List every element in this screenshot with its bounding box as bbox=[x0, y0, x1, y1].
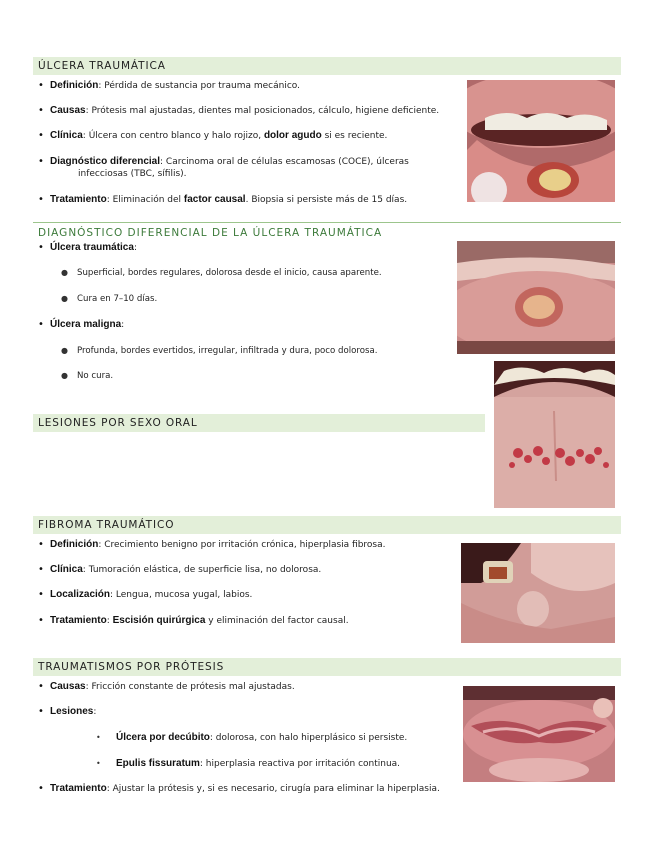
traumatica-item: Cura en 7–10 días. bbox=[77, 294, 158, 304]
fibroma-localizacion: Localización: Lengua, mucosa yugal, labios. bbox=[50, 589, 253, 600]
bullet: • bbox=[38, 130, 44, 141]
protesis-ulcera-decubito: Úlcera por decúbito: dolorosa, con halo hiperplásico si persiste. bbox=[116, 732, 408, 743]
maligna-item: No cura. bbox=[77, 371, 114, 381]
bullet: • bbox=[38, 80, 44, 91]
section-title-ulcera: ÚLCERA TRAUMÁTICA bbox=[33, 57, 621, 75]
bullet: • bbox=[38, 319, 44, 330]
protesis-lesiones: Lesiones: bbox=[50, 706, 97, 717]
section-divider bbox=[33, 222, 621, 223]
protesis-causas: Causas: Fricción constante de prótesis mal ajustadas. bbox=[50, 681, 295, 692]
protesis-tratamiento: Tratamiento: Ajustar la prótesis y, si es necesario, cirugía para eliminar la hiperplasia. bbox=[50, 783, 440, 794]
ulcera-diagnostico: Diagnóstico diferencial: Carcinoma oral de células escamosas (COCE), úlceras bbox=[50, 156, 409, 167]
bullet: • bbox=[38, 706, 44, 717]
section-title-sexo-oral: LESIONES POR SEXO ORAL bbox=[33, 414, 485, 432]
traumatica-item: Superficial, bordes regulares, dolorosa desde el inicio, causa aparente. bbox=[77, 268, 382, 278]
bullet: • bbox=[38, 615, 44, 626]
section-title-protesis: TRAUMATISMOS POR PRÓTESIS bbox=[33, 658, 621, 676]
bullet: ● bbox=[61, 294, 68, 303]
bullet: • bbox=[96, 733, 101, 742]
bullet: • bbox=[38, 589, 44, 600]
bullet: • bbox=[38, 105, 44, 116]
bullet: ● bbox=[61, 268, 68, 277]
bullet: ● bbox=[61, 346, 68, 355]
photo-ulcera-traumatica bbox=[467, 80, 615, 202]
bullet: • bbox=[38, 564, 44, 575]
photo-ulcera-lengua bbox=[457, 241, 615, 354]
bullet: • bbox=[38, 783, 44, 794]
fibroma-tratamiento: Tratamiento: Escisión quirúrgica y eliminación del factor causal. bbox=[50, 615, 349, 626]
ulcera-tratamiento: Tratamiento: Eliminación del factor causal. Biopsia si persiste más de 15 días. bbox=[50, 194, 408, 205]
ulcera-definicion: Definición: Pérdida de sustancia por trauma mecánico. bbox=[50, 80, 300, 91]
bullet: • bbox=[38, 242, 44, 253]
bullet: • bbox=[38, 156, 44, 167]
ulcera-traumatica-label: Úlcera traumática: bbox=[50, 242, 137, 253]
fibroma-clinica: Clínica: Tumoración elástica, de superficie lisa, no dolorosa. bbox=[50, 564, 322, 575]
bullet: • bbox=[38, 539, 44, 550]
ulcera-diagnostico-line2: infecciosas (TBC, sífilis). bbox=[78, 169, 187, 179]
bullet: ● bbox=[61, 371, 68, 380]
bullet: • bbox=[38, 194, 44, 205]
photo-traumatismo-protesis bbox=[463, 686, 615, 782]
ulcera-clinica: Clínica: Úlcera con centro blanco y halo rojizo, dolor agudo si es reciente. bbox=[50, 130, 388, 141]
protesis-epulis: Epulis fissuratum: hiperplasia reactiva por irritación continua. bbox=[116, 758, 401, 769]
photo-lesion-sexo-oral bbox=[494, 361, 615, 508]
section-title-diagnostico: DIAGNÓSTICO DIFERENCIAL DE LA ÚLCERA TRAUMÁTICA bbox=[38, 227, 383, 239]
fibroma-definicion: Definición: Crecimiento benigno por irritación crónica, hiperplasia fibrosa. bbox=[50, 539, 386, 550]
bullet: • bbox=[96, 759, 101, 768]
ulcera-maligna-label: Úlcera maligna: bbox=[50, 319, 125, 330]
section-title-fibroma: FIBROMA TRAUMÁTICO bbox=[33, 516, 621, 534]
photo-fibroma-traumatico bbox=[461, 543, 615, 643]
maligna-item: Profunda, bordes evertidos, irregular, infiltrada y dura, poco dolorosa. bbox=[77, 346, 378, 356]
bullet: • bbox=[38, 681, 44, 692]
ulcera-causas: Causas: Prótesis mal ajustadas, dientes mal posicionados, cálculo, higiene deficiente. bbox=[50, 105, 440, 116]
